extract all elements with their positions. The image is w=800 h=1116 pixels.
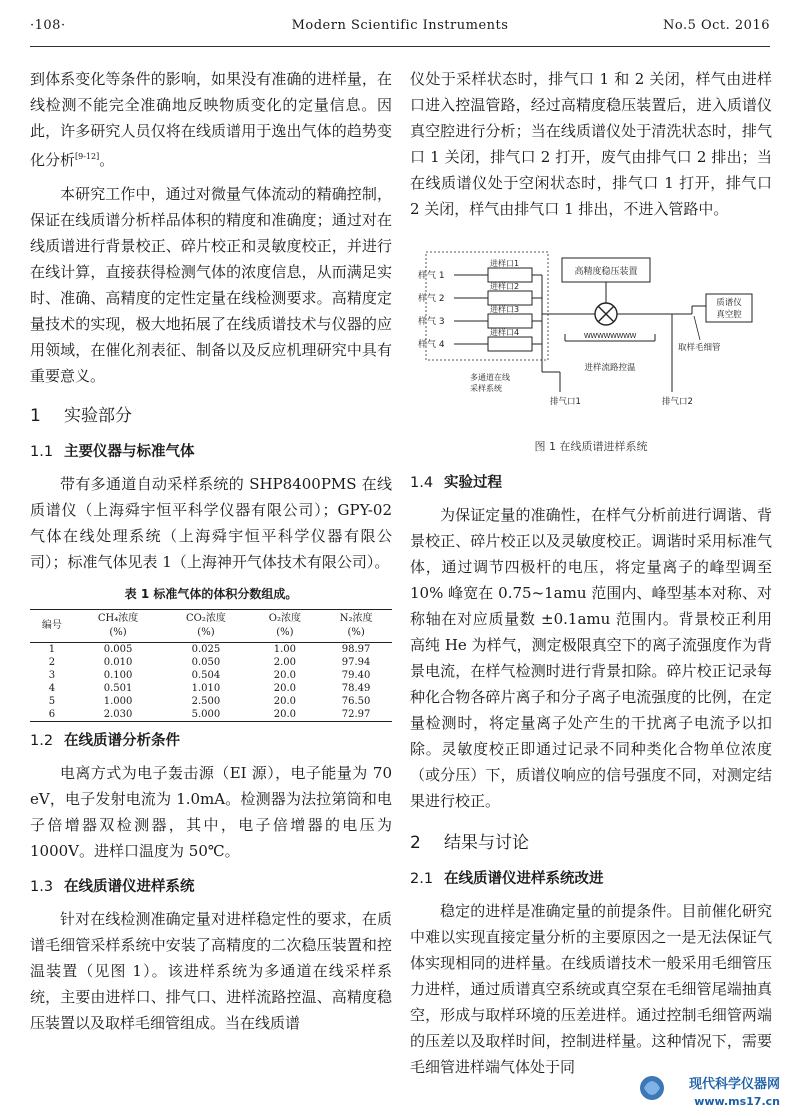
table-caption: 表 1 标准气体的体积分数组成。 <box>124 587 298 601</box>
watermark-title: 现代科学仪器网 <box>688 1077 780 1092</box>
sampling-system-diagram <box>410 244 772 432</box>
section-heading: 2 结果与讨论 <box>410 833 529 853</box>
subsection-heading: 2.1 在线质谱仪进样系统改进 <box>410 871 604 887</box>
subsection-heading: 1.2 在线质谱分析条件 <box>30 733 180 749</box>
watermark-url[interactable]: www.ms17.cn <box>694 1095 780 1108</box>
header-rule <box>30 46 770 47</box>
multi-channel-label: 采样系统 <box>470 384 502 393</box>
table-row: 4 0.501 1.010 20.0 78.49 <box>48 683 371 694</box>
exhaust-label: 排气口2 <box>662 397 693 407</box>
multi-channel-label: 多通道在线 <box>470 373 510 382</box>
sample-label: 样气 1 <box>418 271 445 281</box>
section-heading: 1 实验部分 <box>30 406 132 426</box>
inlet-box <box>488 291 532 305</box>
table-row: 1 0.005 0.025 1.00 98.97 <box>48 644 371 655</box>
table-header: 编号 <box>30 610 74 643</box>
exhaust-label: 排气口1 <box>550 397 581 407</box>
right-column <box>410 66 772 1080</box>
journal-title: Modern Scientific Instruments <box>291 18 509 33</box>
citation[interactable]: [9-12] <box>75 152 100 161</box>
inlet-label: 进样口2 <box>490 282 520 291</box>
paragraph: 为保证定量的准确性，在样气分析前进行调谐、背景校正、碎片校正以及灵敏度校正。调谐时采用标准气体，通过调节四极杆的电压，将定量离子的峰型调至 10% 峰宽在 0.75~1amu 范围内、峰型基本对称、对称轴在对应质量数 ±0.1amu 范围内。背景校正利用高纯 He 为样气，测定极限真空下的离子流强度作为背景电流，在样气检测时进行背景扣除。碎片校正记录每种化合物各碎片离子和分子离子电流强度的比例，在定量检测时，将定量离子处产生的干扰离子电流予以扣除。灵敏度校正即通过记录不同种类化合物单位浓度（或分压）下，质谱仪响应的信号强度不同，对测定结果进行校正。 <box>410 506 772 810</box>
standard-gas-table <box>30 609 392 722</box>
table-header: CO₂浓度 (%) <box>162 610 249 643</box>
stabilizer-label: 高精度稳压装置 <box>574 267 638 277</box>
table-header: CH₄浓度 (%) <box>74 610 162 643</box>
inlet-label: 进样口4 <box>490 328 520 337</box>
subsection-heading: 1.3 在线质谱仪进样系统 <box>30 879 195 895</box>
inlet-label: 进样口3 <box>490 305 520 314</box>
paragraph: 仪处于采样状态时，排气口 1 和 2 关闭，样气由进样口进入控温管路，经过高精度稳压装置后，进入质谱仪真空腔进行分析；当在线质谱仪处于清洗状态时，排气口 1 关闭，排气口 2 打开，废气由排气口 2 排出；当在线质谱仪处于空闲状态时，排气口 1 打开，排气口 2 关闭，样气由排气口 1 排出，不进入管路中。 <box>410 70 772 218</box>
inlet-box <box>488 268 532 282</box>
table-row: 5 1.000 2.500 20.0 76.50 <box>48 696 371 707</box>
inlet-label: 进样口1 <box>490 259 520 268</box>
table-row: 2 0.010 0.050 2.00 97.94 <box>48 657 371 668</box>
paragraph: 本研究工作中，通过对微量气体流动的精确控制，保证在线质谱分析样品体积的精度和准确度；通过对在线质谱进行背景校正、碎片校正和灵敏度校正，并进行在线计算，直接获得检测气体的浓度信息，从而满足实时、准确、高精度的定性定量在线检测要求。高精度定量技术的实现，极大地拓展了在线质谱技术与仪器的应用领域，在催化剂表征、制备以及反应机理研究中具有重要意义。 <box>30 185 392 385</box>
heater-coil: WWWWWWWW <box>583 332 637 340</box>
capillary-label: 取样毛细管 <box>678 343 721 353</box>
inlet-box <box>488 314 532 328</box>
paragraph: 带有多通道自动采样系统的 SHP8400PMS 在线质谱仪（上海舜宇恒平科学仪器有限公司）；GPY-02 气体在线处理系统（上海舜宇恒平科学仪器有限公司）；标准气体见表 1（上海神开气体技术有限公司）。 <box>30 475 392 571</box>
paragraph: 针对在线检测准确定量对进样稳定性的要求，在质谱毛细管采样系统中安装了高精度的二次稳压装置和控温装置（见图 1）。该进样系统为多通道在线采样系统，主要由进样口、排气口、进样流路控温、高精度稳压装置以及取样毛细管组成。当在线质谱 <box>30 910 392 1032</box>
paragraph: 到体系变化等条件的影响，如果没有准确的进样量，在线检测不能完全准确地反映物质变化的定量信息。因此，许多研究人员仅将在线质谱用于逸出气体的趋势变化分析[9-12]。 <box>30 70 392 169</box>
chamber-label: 质谱仪 <box>716 298 742 308</box>
table-row: 6 2.030 5.000 20.0 72.97 <box>30 708 392 722</box>
subsection-heading: 1.4 实验过程 <box>410 475 502 491</box>
capillary-leader <box>694 316 700 340</box>
left-column <box>30 66 392 1036</box>
subsection-heading: 1.1 主要仪器与标准气体 <box>30 444 195 460</box>
table-header: O₂浓度 (%) <box>250 610 321 643</box>
sample-label: 样气 3 <box>418 317 445 327</box>
figure-caption: 图 1 在线质谱进样系统 <box>534 440 648 453</box>
sample-label: 样气 4 <box>418 340 445 350</box>
paragraph: 稳定的进样是准确定量的前提条件。目前催化研究中难以实现直接定量分析的主要原因之一是无法保证气体实现相同的进样量。在线质谱技术一般采用毛细管压力进样，通过质谱真空系统或真空泵在毛细管尾端抽真空，形成与取样环境的压差进样。通过控制毛细管两端的压差以及取样时间，控制进样量。这种情况下，需要毛细管进样端气体处于同 <box>410 902 772 1076</box>
paragraph: 电离方式为电子轰击源（EI 源），电子能量为 70 eV，电子发射电流为 1.0mA。检测器为法拉第筒和电子倍增器双检测器，其中，电子倍增器的电压为 1000V。进样口温度为 50℃。 <box>30 764 392 860</box>
table-header: N₂浓度 (%) <box>320 610 392 643</box>
table-row: 3 0.100 0.504 20.0 79.40 <box>48 670 371 681</box>
figure-1 <box>410 244 772 432</box>
heating-label: 进样流路控温 <box>584 363 636 373</box>
chamber-label: 真空腔 <box>716 310 742 320</box>
issue-info: No.5 Oct. 2016 <box>662 18 770 33</box>
inlet-box <box>488 337 532 351</box>
sample-label: 样气 2 <box>418 294 445 304</box>
page-number: ·108· <box>30 18 66 33</box>
